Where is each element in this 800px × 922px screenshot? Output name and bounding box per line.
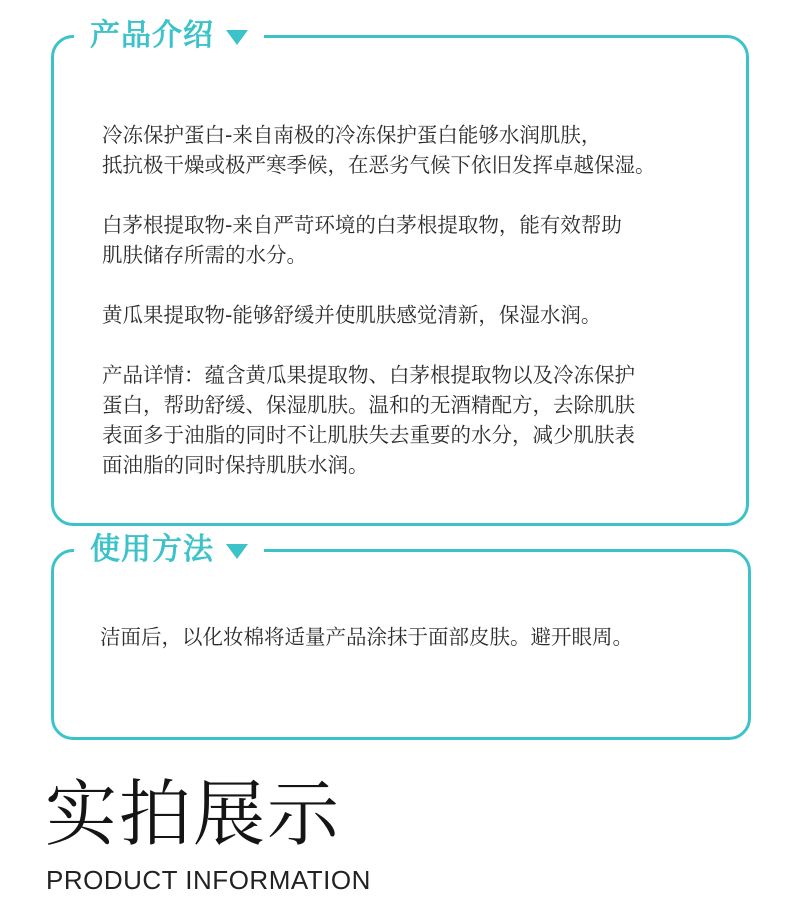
intro-paragraph-antifreeze-protein: 冷冻保护蛋白-来自南极的冷冻保护蛋白能够水润肌肤， 抵抗极干燥或极严寒季候，在恶劣气候下依旧发挥卓越保湿。 bbox=[102, 123, 656, 177]
intro-paragraph-cogongrass-root: 白茅根提取物-来自严苛环境的白茅根提取物，能有效帮助 肌肤储存所需的水分。 bbox=[102, 213, 622, 267]
showcase-subtitle: PRODUCT INFORMATION bbox=[46, 865, 371, 895]
product-intro-body bbox=[102, 120, 742, 480]
intro-paragraph-details: 产品详情：蕴含黄瓜果提取物、白茅根提取物以及冷冻保护 蛋白，帮助舒缓、保湿肌肤。温和的无酒精配方，去除肌肤 表面多于油脂的同时不让肌肤失去重要的水分，减少肌肤表 面油脂的同时保持肌肤水润。 bbox=[102, 363, 635, 477]
triangle-down-icon bbox=[226, 544, 248, 559]
usage-title: 使用方法 bbox=[90, 532, 214, 567]
usage-heading bbox=[74, 530, 264, 570]
product-intro-title: 产品介绍 bbox=[90, 18, 214, 53]
usage-text: 洁面后，以化妆棉将适量产品涂抹于面部皮肤。避开眼周。 bbox=[100, 625, 633, 649]
product-intro-heading bbox=[74, 16, 264, 56]
showcase-title: 实拍展示 bbox=[45, 772, 342, 856]
product-intro-panel bbox=[51, 18, 749, 526]
intro-paragraph-cucumber: 黄瓜果提取物-能够舒缓并使肌肤感觉清新，保湿水润。 bbox=[102, 303, 602, 327]
usage-panel bbox=[51, 532, 751, 740]
triangle-down-icon bbox=[226, 30, 248, 45]
